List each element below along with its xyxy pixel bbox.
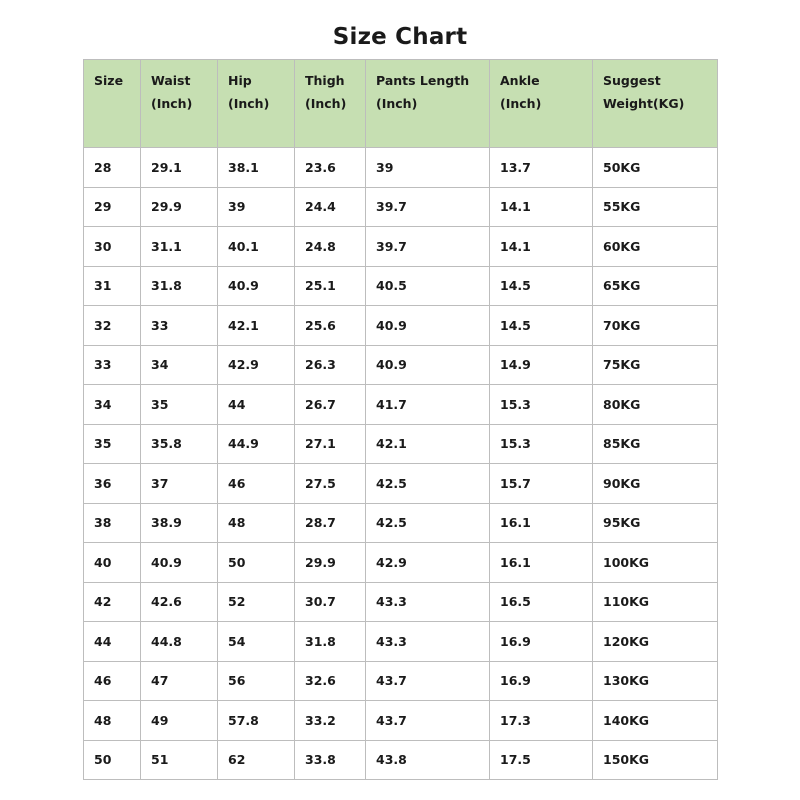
cell-size: 34 bbox=[84, 385, 141, 425]
cell-pants-length: 43.3 bbox=[366, 582, 490, 622]
cell-size: 35 bbox=[84, 424, 141, 464]
cell-size: 31 bbox=[84, 266, 141, 306]
cell-hip: 52 bbox=[218, 582, 295, 622]
cell-suggest-weight: 130KG bbox=[593, 661, 718, 701]
cell-ankle: 16.9 bbox=[490, 661, 593, 701]
column-header-hip bbox=[218, 60, 295, 148]
cell-size: 33 bbox=[84, 345, 141, 385]
cell-size: 38 bbox=[84, 503, 141, 543]
cell-size: 30 bbox=[84, 227, 141, 267]
cell-suggest-weight: 80KG bbox=[593, 385, 718, 425]
column-header-ankle bbox=[490, 60, 593, 148]
cell-suggest-weight: 95KG bbox=[593, 503, 718, 543]
cell-pants-length: 39.7 bbox=[366, 227, 490, 267]
cell-thigh: 24.4 bbox=[295, 187, 366, 227]
column-header-size bbox=[84, 60, 141, 148]
cell-pants-length: 42.5 bbox=[366, 464, 490, 504]
cell-ankle: 14.5 bbox=[490, 306, 593, 346]
cell-pants-length: 40.9 bbox=[366, 345, 490, 385]
column-header-waist-line1: Waist bbox=[151, 73, 191, 88]
cell-ankle: 14.1 bbox=[490, 227, 593, 267]
cell-thigh: 27.1 bbox=[295, 424, 366, 464]
cell-hip: 54 bbox=[218, 622, 295, 662]
column-header-hip-line1: Hip bbox=[228, 73, 252, 88]
cell-ankle: 15.3 bbox=[490, 424, 593, 464]
cell-suggest-weight: 120KG bbox=[593, 622, 718, 662]
column-header-suggest-weight-line2: Weight(KG) bbox=[603, 96, 685, 112]
cell-waist: 34 bbox=[141, 345, 218, 385]
cell-hip: 44.9 bbox=[218, 424, 295, 464]
table-row bbox=[84, 424, 718, 464]
cell-waist: 29.1 bbox=[141, 148, 218, 188]
table-row bbox=[84, 661, 718, 701]
cell-size: 48 bbox=[84, 701, 141, 741]
cell-hip: 42.1 bbox=[218, 306, 295, 346]
cell-thigh: 28.7 bbox=[295, 503, 366, 543]
cell-suggest-weight: 55KG bbox=[593, 187, 718, 227]
cell-ankle: 14.9 bbox=[490, 345, 593, 385]
cell-ankle: 14.5 bbox=[490, 266, 593, 306]
cell-ankle: 17.5 bbox=[490, 740, 593, 780]
cell-waist: 49 bbox=[141, 701, 218, 741]
column-header-pants-length-line2: (Inch) bbox=[376, 96, 418, 112]
cell-pants-length: 43.3 bbox=[366, 622, 490, 662]
cell-thigh: 24.8 bbox=[295, 227, 366, 267]
cell-waist: 29.9 bbox=[141, 187, 218, 227]
cell-waist: 38.9 bbox=[141, 503, 218, 543]
cell-ankle: 16.9 bbox=[490, 622, 593, 662]
column-header-waist bbox=[141, 60, 218, 148]
table-row bbox=[84, 740, 718, 780]
cell-pants-length: 39.7 bbox=[366, 187, 490, 227]
cell-waist: 37 bbox=[141, 464, 218, 504]
cell-ankle: 16.1 bbox=[490, 543, 593, 583]
table-row bbox=[84, 582, 718, 622]
cell-pants-length: 42.1 bbox=[366, 424, 490, 464]
table-row bbox=[84, 503, 718, 543]
cell-size: 29 bbox=[84, 187, 141, 227]
cell-ankle: 13.7 bbox=[490, 148, 593, 188]
cell-ankle: 17.3 bbox=[490, 701, 593, 741]
cell-size: 40 bbox=[84, 543, 141, 583]
table-row bbox=[84, 345, 718, 385]
cell-pants-length: 43.7 bbox=[366, 661, 490, 701]
cell-suggest-weight: 85KG bbox=[593, 424, 718, 464]
cell-suggest-weight: 65KG bbox=[593, 266, 718, 306]
table-body bbox=[84, 148, 718, 780]
cell-ankle: 16.1 bbox=[490, 503, 593, 543]
cell-hip: 48 bbox=[218, 503, 295, 543]
table-row bbox=[84, 266, 718, 306]
column-header-size-line1: Size bbox=[94, 73, 124, 88]
cell-size: 32 bbox=[84, 306, 141, 346]
cell-suggest-weight: 60KG bbox=[593, 227, 718, 267]
cell-pants-length: 43.7 bbox=[366, 701, 490, 741]
cell-ankle: 15.7 bbox=[490, 464, 593, 504]
cell-thigh: 31.8 bbox=[295, 622, 366, 662]
cell-ankle: 14.1 bbox=[490, 187, 593, 227]
cell-thigh: 33.8 bbox=[295, 740, 366, 780]
cell-waist: 31.8 bbox=[141, 266, 218, 306]
cell-pants-length: 40.5 bbox=[366, 266, 490, 306]
cell-size: 46 bbox=[84, 661, 141, 701]
cell-pants-length: 39 bbox=[366, 148, 490, 188]
cell-waist: 35 bbox=[141, 385, 218, 425]
column-header-suggest-weight bbox=[593, 60, 718, 148]
cell-pants-length: 42.9 bbox=[366, 543, 490, 583]
cell-pants-length: 41.7 bbox=[366, 385, 490, 425]
cell-size: 42 bbox=[84, 582, 141, 622]
cell-suggest-weight: 70KG bbox=[593, 306, 718, 346]
cell-hip: 42.9 bbox=[218, 345, 295, 385]
cell-suggest-weight: 75KG bbox=[593, 345, 718, 385]
column-header-thigh-line2: (Inch) bbox=[305, 96, 347, 112]
cell-thigh: 25.1 bbox=[295, 266, 366, 306]
table-row bbox=[84, 148, 718, 188]
column-header-waist-line2: (Inch) bbox=[151, 96, 193, 112]
cell-hip: 46 bbox=[218, 464, 295, 504]
column-header-pants-length-line1: Pants Length bbox=[376, 73, 470, 88]
cell-pants-length: 43.8 bbox=[366, 740, 490, 780]
cell-hip: 50 bbox=[218, 543, 295, 583]
size-chart-table-wrapper bbox=[83, 59, 717, 780]
cell-suggest-weight: 100KG bbox=[593, 543, 718, 583]
cell-pants-length: 42.5 bbox=[366, 503, 490, 543]
table-row bbox=[84, 464, 718, 504]
column-header-suggest-weight-line1: Suggest bbox=[603, 73, 661, 88]
cell-thigh: 27.5 bbox=[295, 464, 366, 504]
cell-thigh: 29.9 bbox=[295, 543, 366, 583]
cell-thigh: 32.6 bbox=[295, 661, 366, 701]
cell-waist: 35.8 bbox=[141, 424, 218, 464]
cell-thigh: 25.6 bbox=[295, 306, 366, 346]
cell-ankle: 15.3 bbox=[490, 385, 593, 425]
page-title: Size Chart bbox=[332, 24, 468, 50]
cell-hip: 38.1 bbox=[218, 148, 295, 188]
cell-size: 36 bbox=[84, 464, 141, 504]
cell-thigh: 26.7 bbox=[295, 385, 366, 425]
cell-size: 28 bbox=[84, 148, 141, 188]
cell-ankle: 16.5 bbox=[490, 582, 593, 622]
cell-hip: 62 bbox=[218, 740, 295, 780]
cell-size: 50 bbox=[84, 740, 141, 780]
table-row bbox=[84, 543, 718, 583]
cell-waist: 31.1 bbox=[141, 227, 218, 267]
table-row bbox=[84, 227, 718, 267]
cell-thigh: 23.6 bbox=[295, 148, 366, 188]
cell-hip: 40.1 bbox=[218, 227, 295, 267]
cell-pants-length: 40.9 bbox=[366, 306, 490, 346]
table-row bbox=[84, 306, 718, 346]
column-header-hip-line2: (Inch) bbox=[228, 96, 270, 112]
cell-size: 44 bbox=[84, 622, 141, 662]
cell-waist: 51 bbox=[141, 740, 218, 780]
column-header-ankle-line1: Ankle bbox=[500, 73, 540, 88]
cell-thigh: 26.3 bbox=[295, 345, 366, 385]
column-header-thigh-line1: Thigh bbox=[305, 73, 345, 88]
column-header-pants-length bbox=[366, 60, 490, 148]
cell-waist: 40.9 bbox=[141, 543, 218, 583]
cell-waist: 47 bbox=[141, 661, 218, 701]
cell-hip: 57.8 bbox=[218, 701, 295, 741]
cell-hip: 40.9 bbox=[218, 266, 295, 306]
cell-hip: 56 bbox=[218, 661, 295, 701]
cell-hip: 39 bbox=[218, 187, 295, 227]
cell-thigh: 33.2 bbox=[295, 701, 366, 741]
cell-waist: 44.8 bbox=[141, 622, 218, 662]
cell-waist: 42.6 bbox=[141, 582, 218, 622]
size-chart-table bbox=[83, 59, 718, 780]
cell-suggest-weight: 50KG bbox=[593, 148, 718, 188]
cell-hip: 44 bbox=[218, 385, 295, 425]
cell-suggest-weight: 110KG bbox=[593, 582, 718, 622]
column-header-thigh bbox=[295, 60, 366, 148]
cell-waist: 33 bbox=[141, 306, 218, 346]
table-row bbox=[84, 622, 718, 662]
table-header-row bbox=[84, 60, 718, 148]
table-header bbox=[84, 60, 718, 148]
table-row bbox=[84, 187, 718, 227]
cell-suggest-weight: 150KG bbox=[593, 740, 718, 780]
cell-suggest-weight: 140KG bbox=[593, 701, 718, 741]
table-row bbox=[84, 385, 718, 425]
column-header-ankle-line2: (Inch) bbox=[500, 96, 542, 112]
cell-thigh: 30.7 bbox=[295, 582, 366, 622]
cell-suggest-weight: 90KG bbox=[593, 464, 718, 504]
table-row bbox=[84, 701, 718, 741]
